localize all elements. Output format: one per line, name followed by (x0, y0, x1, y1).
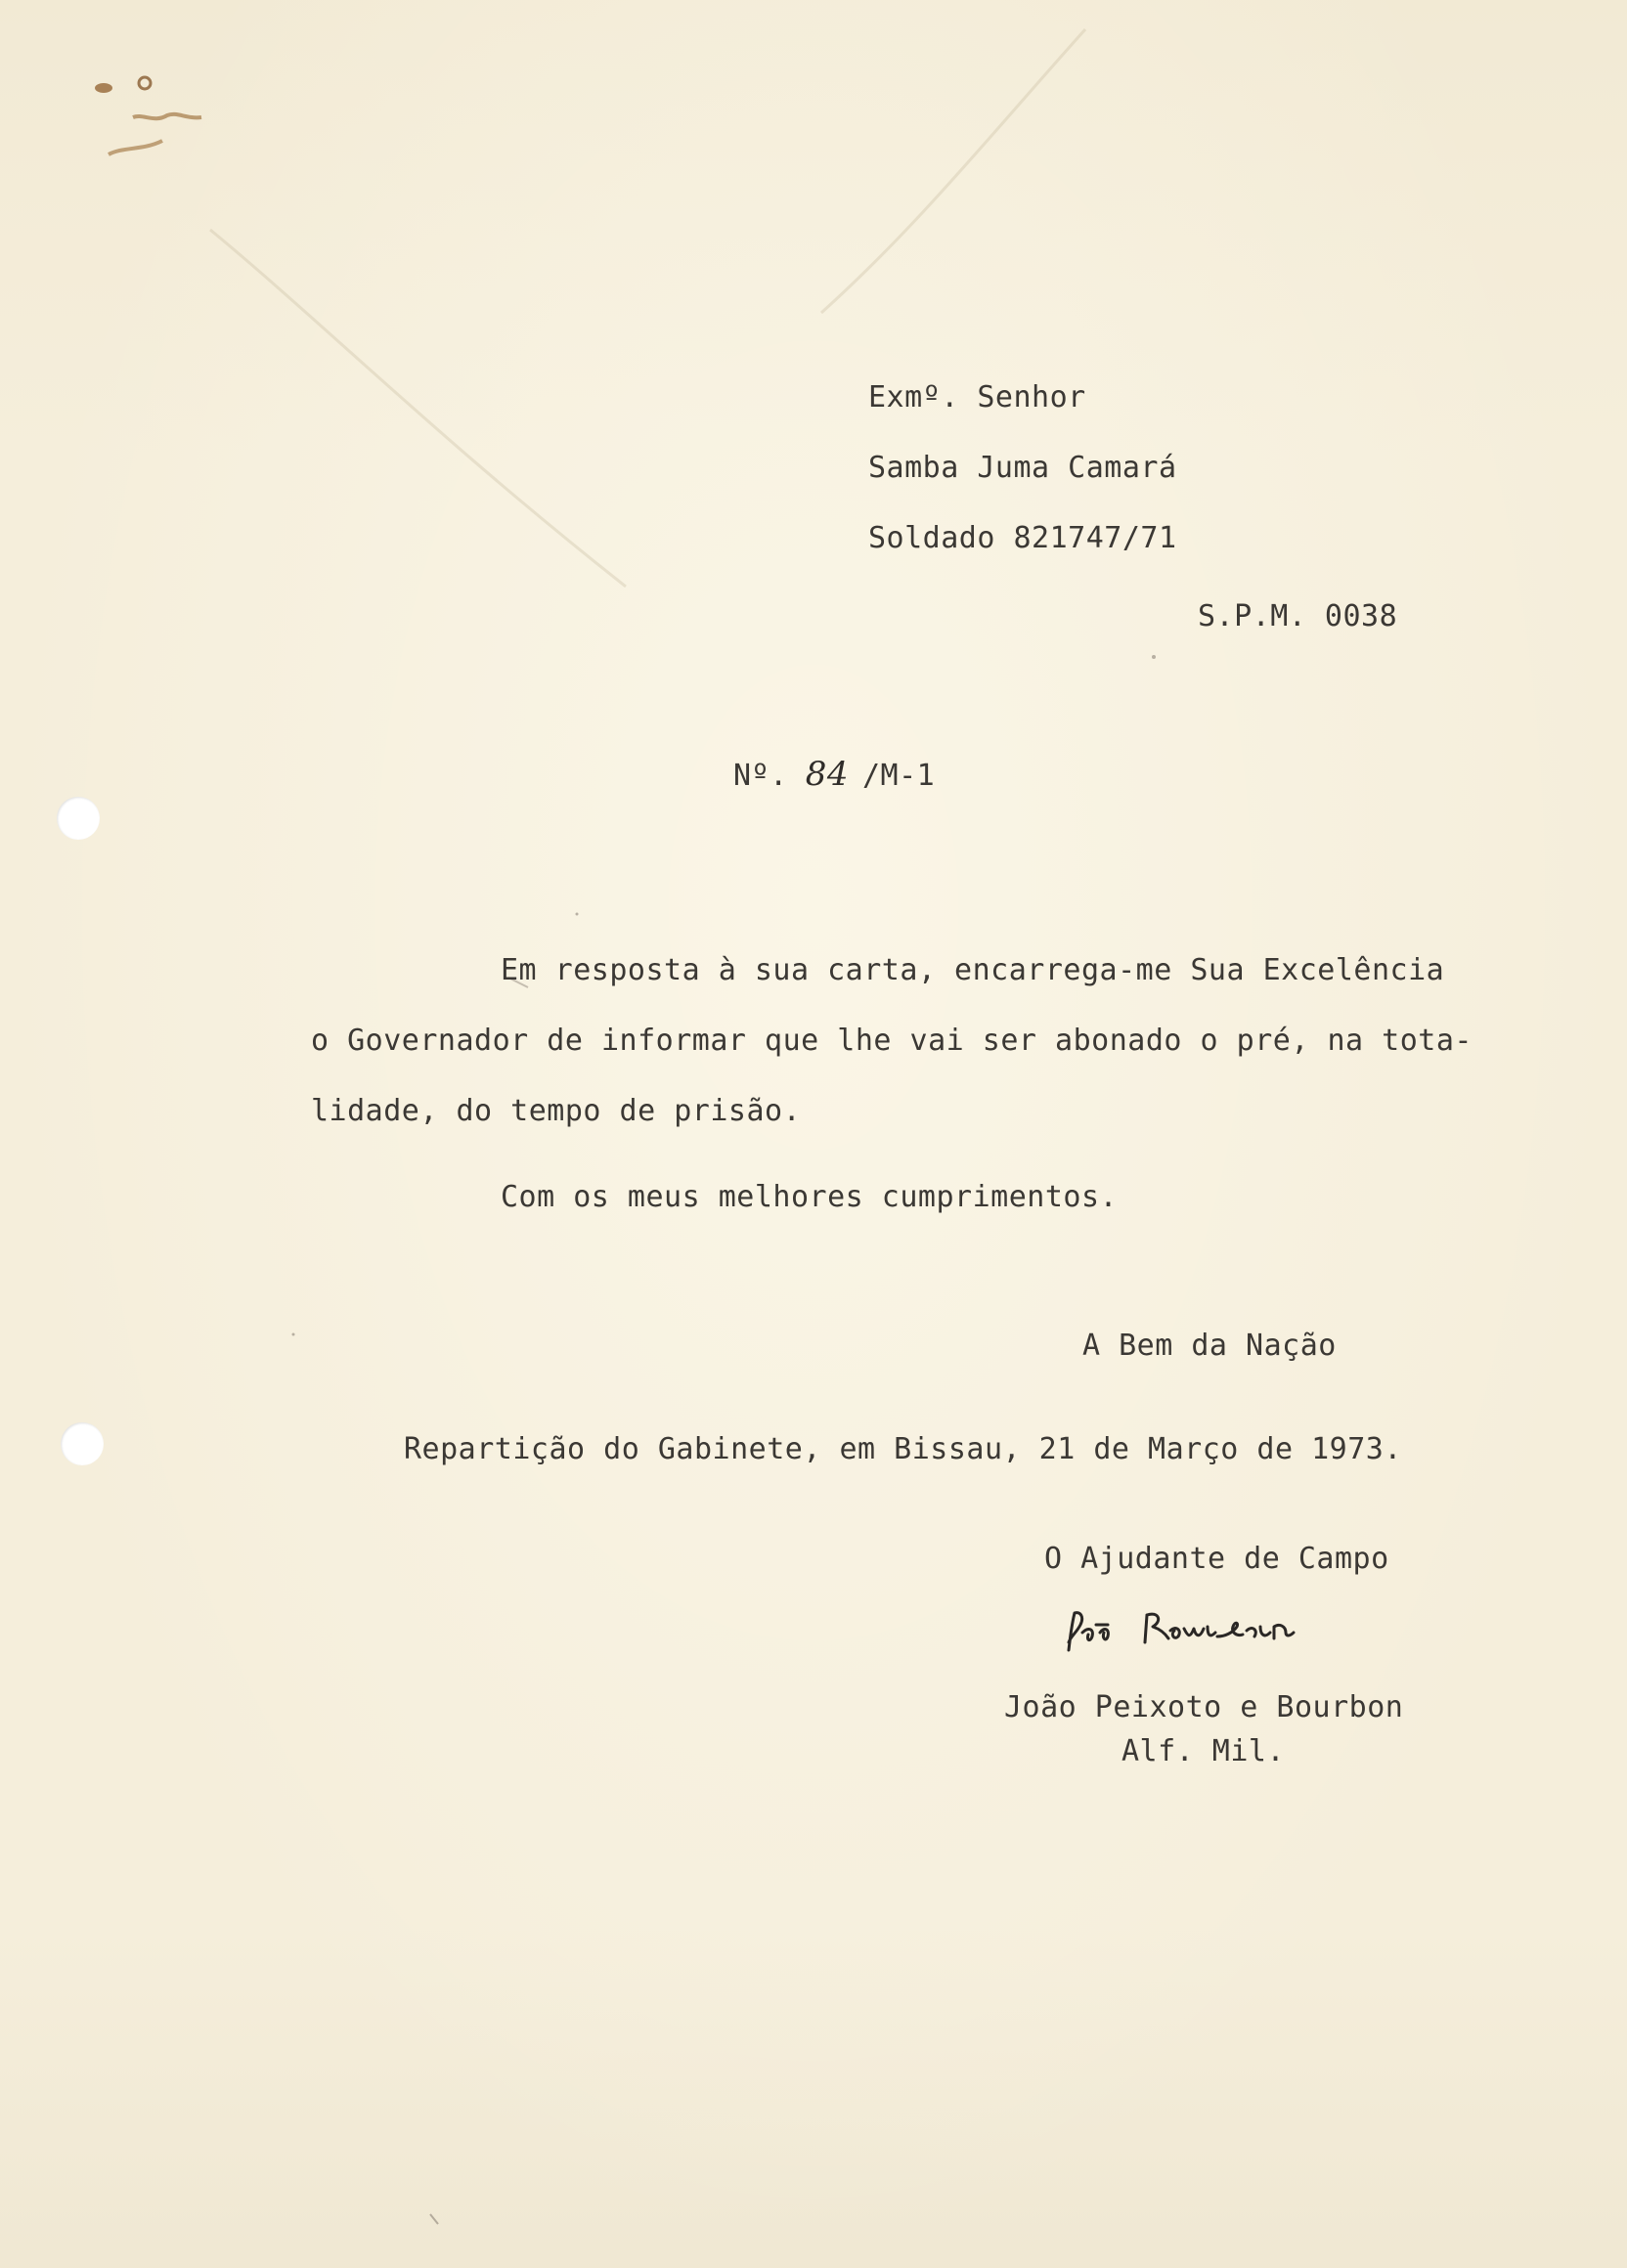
handwritten-signature (1061, 1603, 1354, 1662)
body-line-2: o Governador de informar que lhe vai ser abonado o pré, na tota- (311, 1024, 1473, 1058)
signatory-role: O Ajudante de Campo (1044, 1542, 1389, 1576)
closing-formula: A Bem da Nação (1082, 1329, 1337, 1363)
reference-handwritten-number: 84 (805, 755, 849, 794)
signatory-title: Alf. Mil. (1121, 1734, 1286, 1768)
dateline: Repartição do Gabinete, em Bissau, 21 de Março de 1973. (404, 1432, 1402, 1466)
signatory-name: João Peixoto e Bourbon (1004, 1690, 1404, 1724)
body-line-1: Em resposta à sua carta, encarrega-me Sua Excelência (501, 953, 1445, 987)
recipient-name: Samba Juma Camará (868, 451, 1177, 485)
reference-suffix: /M-1 (861, 759, 936, 793)
recipient-salutation: Exmº. Senhor (868, 380, 1086, 414)
body-line-3: lidade, do tempo de prisão. (311, 1094, 802, 1128)
rust-stain-marks (84, 66, 221, 174)
reference-prefix: Nº. (733, 759, 788, 793)
recipient-rank: Soldado 821747/71 (868, 521, 1177, 555)
punch-hole-top (57, 797, 100, 840)
recipient-postal-code: S.P.M. 0038 (1198, 599, 1398, 633)
punch-hole-bottom (61, 1422, 104, 1465)
reference-number-line (733, 755, 936, 794)
body-greeting: Com os meus melhores cumprimentos. (501, 1180, 1119, 1214)
